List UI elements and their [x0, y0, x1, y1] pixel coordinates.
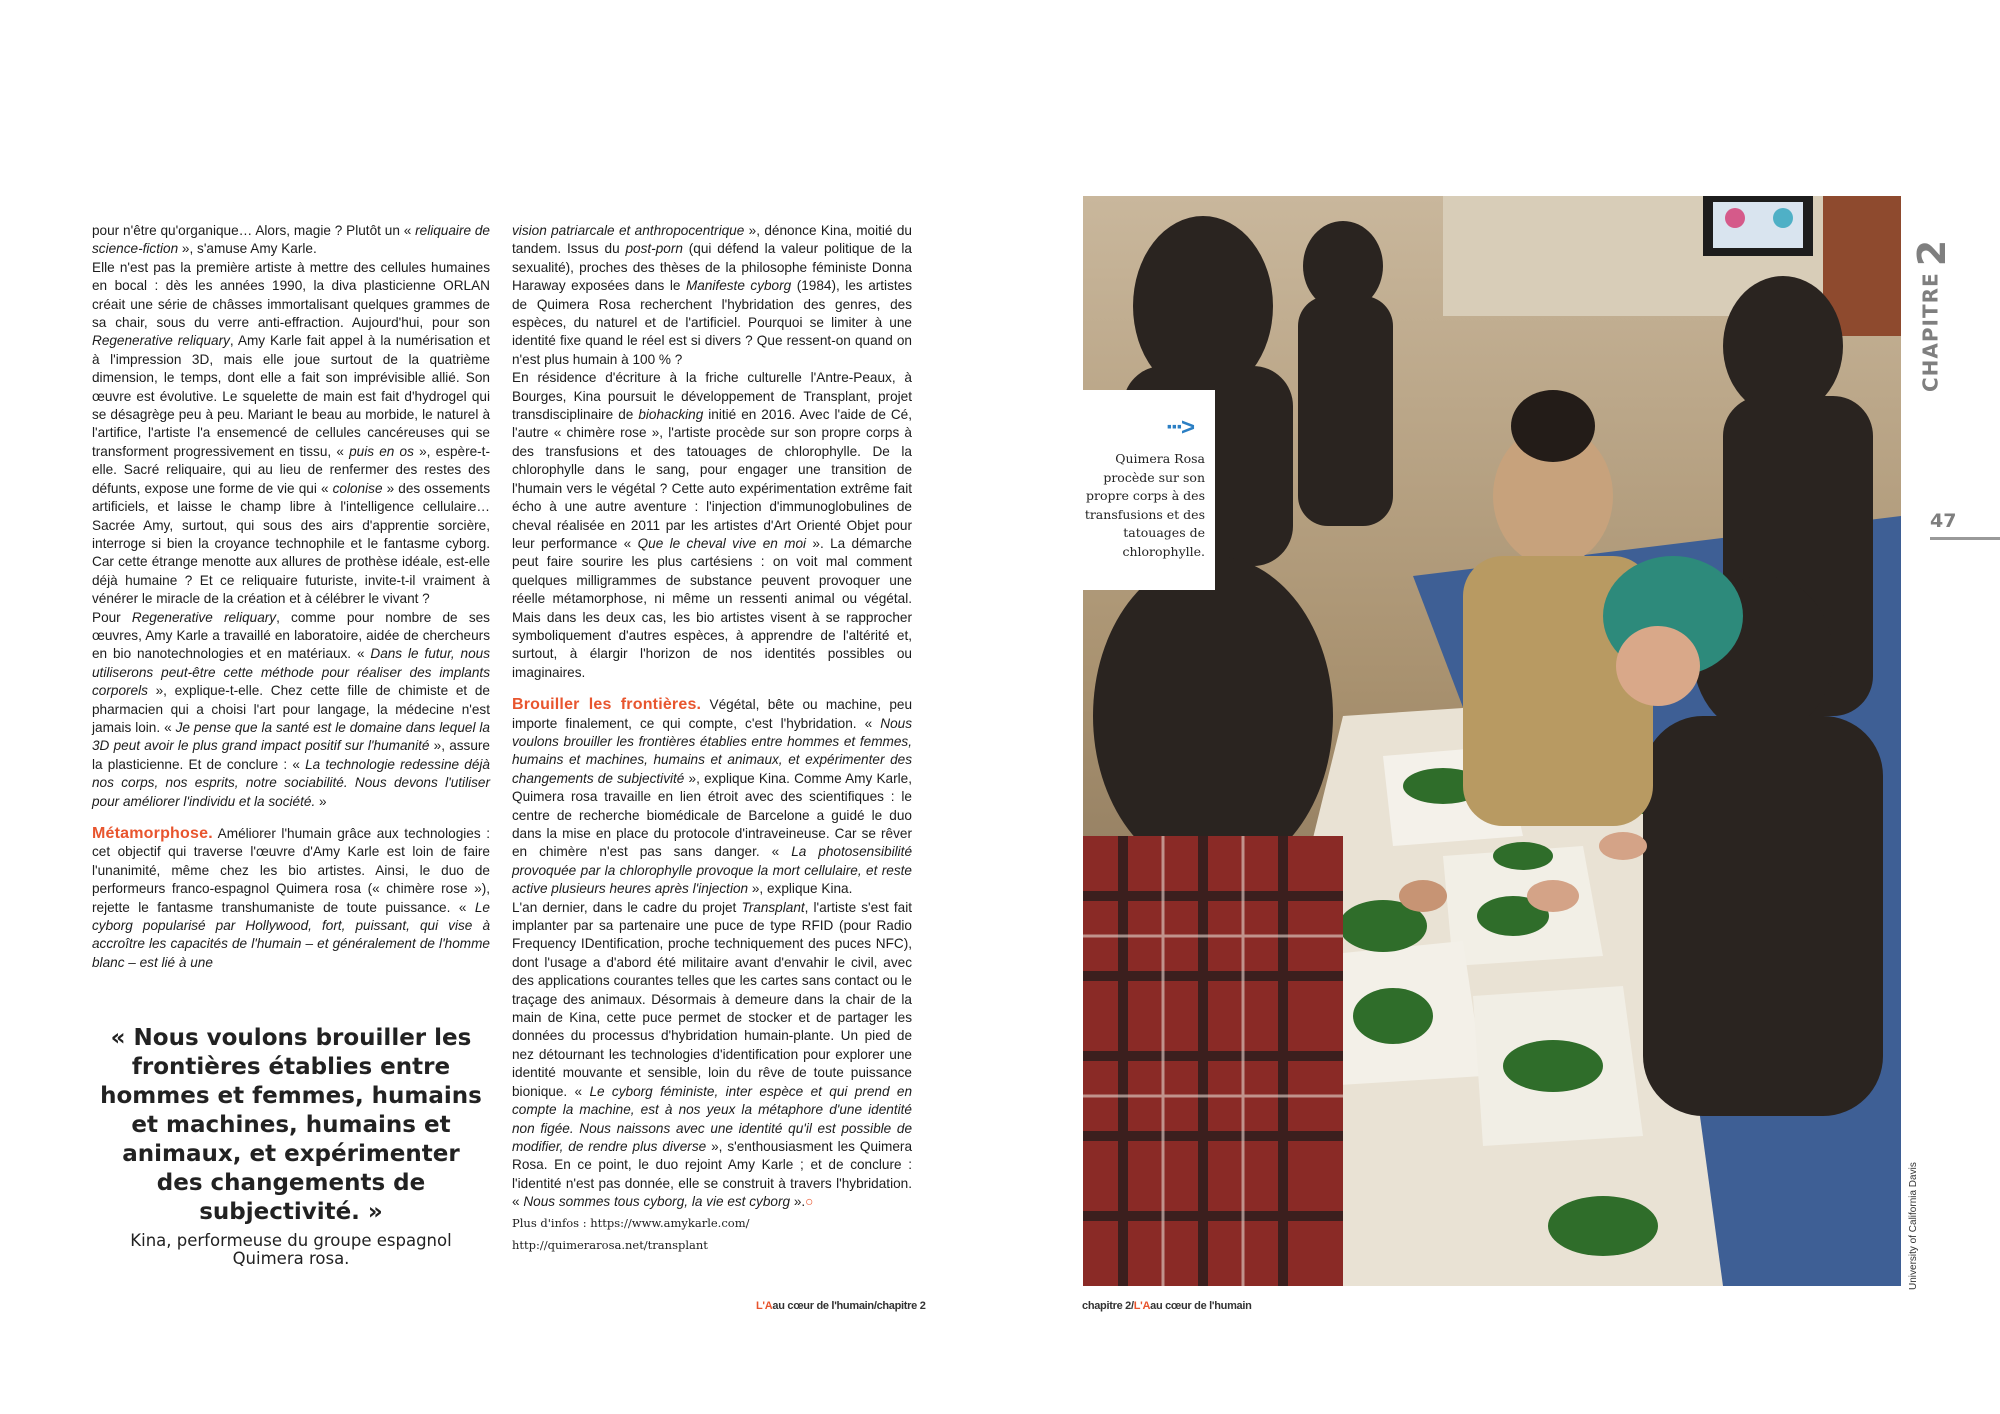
photo-credit: University of California Davis [1908, 1162, 1919, 1290]
section-heading-metamorphose: Métamorphose. [92, 825, 213, 842]
page-number-rule [1930, 537, 2000, 540]
more-info-links [512, 1212, 912, 1256]
chapter-label: CHAPITRE2 [1910, 238, 1954, 392]
workshop-photo [1083, 196, 1901, 1286]
paragraph: Elle n'est pas la première artiste à mettre des cellules humaines en bocal : dès les années 1990, la diva plasticienne ORLAN créait une série de châsses immortalisant quelques grammes de sa chair, sous du verre anti-effraction. Aujourd'hui, pour son Regenerative reliquary, Amy Karle fait appel à la numérisation et à l'impression 3D, mais elle joue surtout de la quatrième dimension, le temps, dont elle a fait son imprévisible allié. Son œuvre est évolutive. Le squelette de main est fait d'hydrogel qui se désagrège peu à peu. Mariant le beau au morbide, le naturel à l'artifice, l'artiste l'a ensemencé de cellules cancéreuses qui se transforment progressivement en tissu, « puis en os », espère-t-elle. Sacré reliquaire, qui au lieu de renfermer des restes des défunts, expose une forme de vie qui « colonise » des ossements artificiels, et laisse le champ libre à l'intelligence cellulaire… Sacrée Amy, surtout, qui sous des airs d'apprentie sorcière, interroge si bien la croyance technophile et le fantasme cyborg. Car cette étrange menotte aux allures de prothèse idéale, est-elle déjà humaine ? Et ce reliquaire futuriste, invite-t-il vraiment à vénérer le miracle de la création et à célébrer le vivant ? [92, 259, 491, 607]
end-mark-icon: ○ [805, 1194, 814, 1210]
article-column-1 [92, 222, 490, 972]
pull-quote-attribution: Kina, performeuse du groupe espagnol Quimera rosa. [130, 1231, 452, 1268]
footer-right: chapitre 2/L'Aau cœur de l'humain [1082, 1300, 1252, 1312]
footer-left: L'Aau cœur de l'humain/chapitre 2 [756, 1300, 926, 1312]
paragraph: vision patriarcale et anthropocentrique », dénonce Kina, moitié du tandem. Issus du post-porn (qui défend la valeur politique de la sexualité), proches des thèses de la philosophe féministe Donna Haraway exposées dans le Manifeste cyborg (1984), les artistes de Quimera Rosa recherchent l'hybridation des genres, des espèces, du naturel et de l'artificiel. Pourquoi se limiter à une identité fixe quand le réel est si divers ? Que ressent-on quand on n'est plus humain à 100 % ? [512, 223, 913, 367]
photo-caption: Quimera Rosa procède sur son propre corps à des transfusions et des tatouages de chlorophylle. [1084, 451, 1205, 559]
article-column-2 [512, 222, 912, 1256]
workshop-photo-illustration [1083, 196, 1901, 1286]
paragraph: L'an dernier, dans le cadre du projet Transplant, l'artiste s'est fait implanter par sa partenaire une puce de type RFID (pour Radio Frequency IDentification, proche techniquement des puces NFC), dont l'usage a d'abord été militaire avant d'envahir le civil, avec des applications courantes telles que les cartes sans contact ou le traçage des animaux. Désormais à demeure dans la chair de la main de Kina, cette puce permet de stocker et de partager les données du processus d'hybridation humain-plante. Un pied de nez détournant les technologies d'identification pour explorer une identité mouvante et sensible, loin du rêve de toute puissance bionique. « Le cyborg féministe, inter espèce et qui prend en compte la machine, est à nos yeux la métaphore d'une identité non figée. Nous naissons avec une identité qu'il est possible de modifier, de rendre plus diverse », s'enthousiasment les Quimera Rosa. En ce point, le duo rejoint Amy Karle ; et de conclure : l'identité n'est pas donnée, elle se construit à travers l'hybridation. « Nous sommes tous cyborg, la vie est cyborg ».○ [512, 899, 913, 1210]
paragraph: Brouiller les frontières. Végétal, bête ou machine, peu importe finalement, ce qui compte, c'est l'hybridation. « Nous voulons brouiller les frontières établies entre hommes et femmes, humains et machines, humains et animaux, et expérimenter des changements de subjectivité », explique Kina. Comme Amy Karle, Quimera rosa travaille en lien étroit avec des scientifiques : le centre de recherche biomédicale de Barcelone a guidé le duo dans la mise en place du protocole d'intraveineuse. Car se rêver en chimère n'est pas sans danger. « La photosensibilité provoquée par la chlorophylle provoque la mort cellulaire, et reste active plusieurs heures après l'injection », explique Kina. [512, 696, 913, 897]
page-number: 47 [1930, 510, 1957, 532]
dotted-arrow-icon: ···> [1166, 414, 1192, 441]
paragraph: Métamorphose. Améliorer l'humain grâce aux technologies : cet objectif qui traverse l'œuvre d'Amy Karle est loin de faire l'unanimité, même chez les bio artistes. Ainsi, le duo de performeurs franco-espagnol Quimera rosa (« chimère rose »), rejette le fantasme transhumaniste de toute puissance. « Le cyborg popularisé par Hollywood, fort, puissant, qui vise à accroître les capacités de l'humain – et généralement de l'homme blanc – est lié à une [92, 825, 490, 970]
link-amykarle[interactable]: Plus d'infos : https://www.amykarle.com/ [512, 1215, 750, 1230]
paragraph: pour n'être qu'organique… Alors, magie ? Plutôt un « reliquaire de science-fiction », s'amuse Amy Karle. [92, 223, 490, 257]
link-quimerarosa[interactable]: http://quimerarosa.net/transplant [512, 1237, 708, 1252]
paragraph: Pour Regenerative reliquary, comme pour nombre de ses œuvres, Amy Karle a travaillé en laboratoire, aidée de chercheurs en bio nanotechnologies et en matériaux. « Dans le futur, nous utiliserons peut-être cette méthode pour réaliser des implants corporels », explique-t-elle. Chez cette fille de chimiste et de pharmacien qui a choisi l'art pour langage, la médecine n'est jamais loin. « Je pense que la santé est le domaine dans lequel la 3D peut avoir le plus grand impact positif sur l'humanité », assure la plasticienne. Et de conclure : « La technologie redessine déjà nos corps, nos esprits, notre sociabilité. Nous devons l'utiliser pour améliorer l'individu et la société. » [92, 609, 490, 809]
section-heading-brouiller: Brouiller les frontières. [512, 696, 702, 714]
paragraph: En résidence d'écriture à la friche culturelle l'Antre-Peaux, à Bourges, Kina poursuit le développement de Transplant, projet transdisciplinaire de biohacking initié en 2016. Avec l'aide de Cé, l'autre « chimère rose », l'artiste procède sur son propre corps à des transfusions et des tatouages de chlorophylle. De la chlorophylle dans le sang, pour engager une transition de l'humain vers le végétal ? Cette auto expérimentation extrême fait écho à une autre aventure : l'injection d'immunoglobulines de cheval réalisée en 2011 par les artistes d'Art Orienté Objet pour leur performance « Que le cheval vive en moi ». La démarche peut faire sourire les plus cartésiens : on voit mal comment quelques milligrammes de substance peuvent provoquer une réelle métamorphose, ni même un ressenti animal ou végétal. Mais dans les deux cas, les bio artistes visent à se rapprocher symboliquement d'autres espèces, à apprendre de l'altérité et, surtout, à élargir l'horizon de nos identités possibles ou imaginaires. [512, 370, 912, 680]
pull-quote: « Nous voulons brouiller les frontières établies entre hommes et femmes, humains et machines, humains et animaux, et expérimenter des changements de subjectivité. » [100, 1025, 482, 1225]
